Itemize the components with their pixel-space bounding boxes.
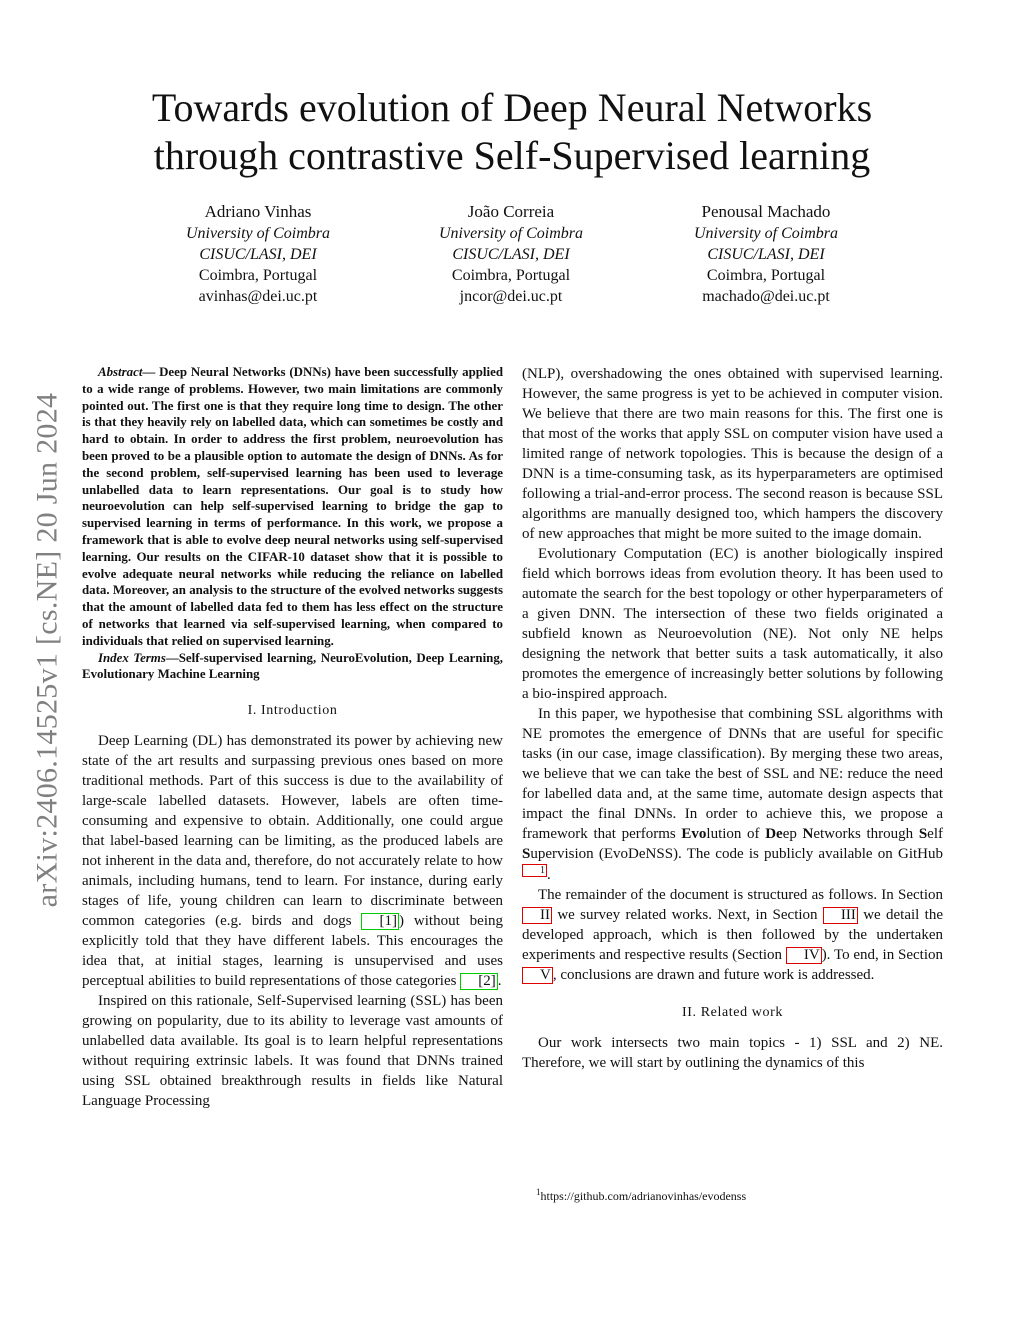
footnote: [536, 1184, 746, 1204]
acronym-s: S: [918, 826, 928, 842]
acronym-n: N: [802, 826, 814, 842]
intro-paragraph-2: Inspired on this rationale, Self-Supervised learning (SSL) has been growing on popularity, due to its ability to leverage vast amounts of unlabelled data available. Its goal is to learn helpful representations without requiring extrinsic labels. It was found that DNNs trained using SSL obtained breakthrough results in fields like Natural Language Processing: [82, 993, 503, 1110]
index-terms-text: —Self-supervised learning, NeuroEvolution, Deep Learning, Evolutionary Machine Learning: [82, 650, 503, 682]
author-location: Coimbra, Portugal: [706, 267, 826, 284]
author-name: João Correia: [467, 202, 555, 221]
author-university: University of Coimbra: [439, 225, 583, 242]
left-column: [82, 364, 503, 1111]
p4-text-a: The remainder of the document is structured as follows. In Section: [538, 887, 943, 903]
section-link-iii[interactable]: III: [823, 907, 858, 924]
author-location: Coimbra, Portugal: [451, 267, 571, 284]
abstract-label: Abstract: [98, 365, 143, 379]
title-line-1: Towards evolution of Deep Neural Networks: [151, 85, 873, 130]
right-paragraph-1: (NLP), overshadowing the ones obtained with supervised learning. However, the same progress is yet to be achieved in computer vision. We believe that there are two main reasons for this. The first one is that most of the works that apply SSL on computer vision have used a limited range of network topologies. This is because the design of a DNN is a time-consuming task, as its hyperparameters are optimised following a trial-and-error process. The second reason is because SSL algorithms are manually designed too, which hampers the discovery of new approaches that might be more suited to the image domain.: [522, 366, 943, 542]
p3-text-a: In this paper, we hypothesise that combining SSL algorithms with NE promotes the emergence of DNNs that are useful for specific tasks (in our case, image classification). By merging these two areas, we believe that we can take the best of SSL and NE: reduce the need for labelled data and, at the same time, automate design aspects that impact the final DNNs. In order to achieve this, we propose a framework that performs: [522, 706, 943, 842]
footnote-mark: 1: [536, 1187, 541, 1197]
p3-text-n: etworks through: [813, 826, 919, 842]
author-dept: CISUC/LASI, DEI: [707, 246, 825, 263]
abstract-text: — Deep Neural Networks (DNNs) have been successfully applied to a wide range of problems. However, two main limitations are commonly pointed out. The first one is that they require long time to design. The other is that they heavily rely on labelled data, which can sometimes be costly and hard to obtain. In order to address the first problem, neuroevolution has been proved to be a plausible option to automate the design of DNNs. As for the second problem, self-supervised learning has been used to leverage unlabelled data to learn representations. Our goal is to study how neuroevolution can help self-supervised learning to bridge the gap to supervised learning in terms of performance. In this work, we propose a framework that is able to evolve deep neural networks using self-supervised learning. Our results on the CIFAR-10 dataset show that it is possible to evolve adequate neural networks while reducing the reliance on labelled data. Moreover, an analysis to the structure of the evolved networks suggests that the amount of labelled data fed to them has less effect on the structure of networks that learned via self-supervised learning, when compared to individuals that relied on supervised learning.: [82, 365, 503, 648]
author-dept: CISUC/LASI, DEI: [452, 246, 570, 263]
section-link-v[interactable]: V: [522, 967, 553, 984]
index-terms: [82, 650, 503, 684]
section-link-iv[interactable]: IV: [786, 947, 822, 964]
acronym-s2: S: [522, 846, 531, 862]
abstract: [82, 364, 503, 650]
author-email[interactable]: avinhas@dei.uc.pt: [198, 288, 318, 305]
author-email[interactable]: machado@dei.uc.pt: [702, 288, 830, 305]
footnote-link[interactable]: 1: [522, 864, 547, 877]
author-name: Penousal Machado: [701, 202, 831, 221]
right-paragraph-2: Evolutionary Computation (EC) is another biologically inspired field which borrows ideas from evolution theory. It has been used to automate the search for the best topology or other hyperparameters of a given DNN. The intersection of these two fields originated a subfield known as Neuroevolution (NE). Not only NE helps designing the network that better suits a task automatically, it also promotes the emergence of increasingly better solutions by following a bio-inspired approach.: [522, 546, 943, 702]
p3-text-s2: upervision (EvoDeNSS). The code is publicly available on GitHub: [530, 846, 943, 862]
intro-paragraph-1: [82, 731, 503, 991]
arxiv-stamp-text: arXiv:2406.14525v1 [cs.NE] 20 Jun 2024: [30, 392, 63, 908]
right-paragraph-3: [522, 704, 943, 885]
author-dept: CISUC/LASI, DEI: [199, 246, 317, 263]
acronym-evo: Evo: [681, 826, 707, 842]
intro-p1-text-a: Deep Learning (DL) has demonstrated its power by achieving new state of the art results and surpassing previous ones based on more traditional methods. Part of this success is due to the availability of large-scale labelled datasets. However, labels are often time-consuming and expensive to obtain. Additionally, one could argue that label-based learning can be limiting, as the produced labels are not inherent in the data and, therefore, do not accurately relate to how animals, including humans, tend to learn. For instance, during early stages of life, young children can learn to discriminate between common categories (e.g. birds and dogs: [82, 733, 503, 930]
related-paragraph-1: Our work intersects two main topics - 1) SSL and 2) NE. Therefore, we will start by outlining the dynamics of this: [522, 1035, 943, 1071]
p4-text-b: we survey related works. Next, in Section: [552, 907, 823, 923]
p3-text-evo: lution of: [706, 826, 766, 842]
right-column: [522, 364, 943, 1073]
index-terms-label: Index Terms: [98, 650, 166, 665]
p4-text-d: ). To end, in Section: [821, 947, 943, 963]
p3-text-s: elf: [927, 826, 943, 842]
p3-text-de: ep: [782, 826, 803, 842]
citation-link-2[interactable]: [2]: [460, 973, 498, 990]
p3-text-end: .: [547, 867, 551, 883]
paper-title: [90, 84, 934, 180]
author-3: [646, 201, 886, 307]
author-block: [0, 201, 1024, 311]
author-university: University of Coimbra: [694, 225, 838, 242]
arxiv-stamp: [24, 355, 70, 945]
footnote-url[interactable]: https://github.com/adrianovinhas/evodenss: [540, 1189, 747, 1203]
author-1: [138, 201, 378, 307]
section-heading-related-work: II. Related work: [682, 1005, 783, 1020]
author-location: Coimbra, Portugal: [198, 267, 318, 284]
intro-p1-text-c: .: [497, 973, 502, 990]
section-heading-introduction: I. Introduction: [247, 703, 338, 719]
citation-link-1[interactable]: [1]: [361, 913, 399, 930]
author-2: [391, 201, 631, 307]
section-link-ii[interactable]: II: [522, 907, 552, 924]
author-university: University of Coimbra: [186, 225, 330, 242]
acronym-de: De: [765, 826, 783, 842]
p4-text-e: , conclusions are drawn and future work is addressed.: [552, 967, 875, 983]
author-email[interactable]: jncor@dei.uc.pt: [459, 288, 563, 305]
title-line-2: through contrastive Self-Supervised learning: [153, 133, 871, 178]
right-paragraph-4: [522, 885, 943, 985]
p4-text-c: we detail the developed approach, which is then followed by the undertaken experiments and respective results (Section: [522, 907, 943, 963]
author-name: Adriano Vinhas: [204, 202, 312, 221]
intro-p1-text-b: ) without being explicitly told that they have different labels. This encourages the idea that, at initial stages, learning is unsupervised and uses perceptual abilities to build representations of those categories: [82, 913, 503, 990]
